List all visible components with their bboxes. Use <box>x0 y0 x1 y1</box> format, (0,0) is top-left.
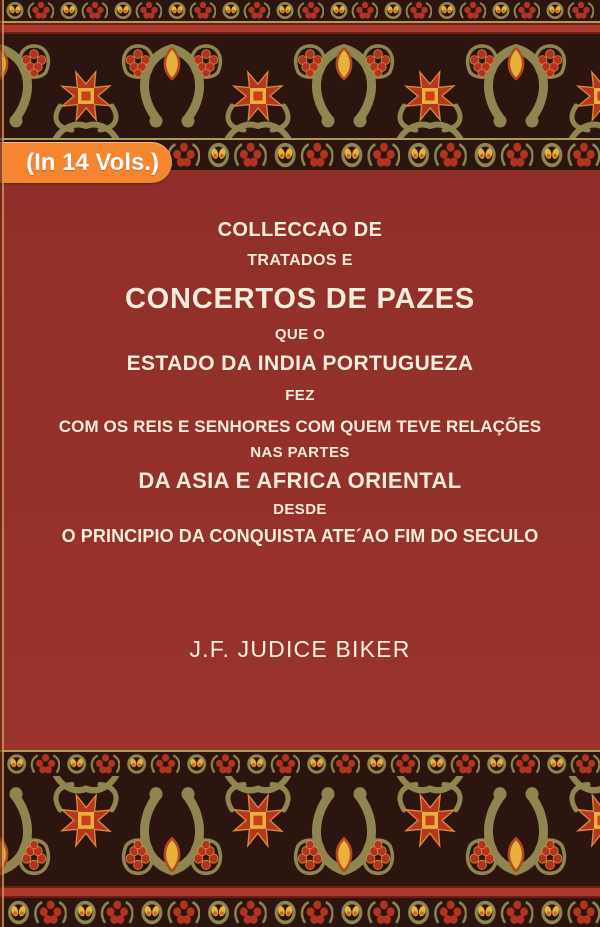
title-line-8: NAS PARTES <box>250 444 350 461</box>
floral-scroll-pattern <box>0 898 600 927</box>
border-red-stripe-bottom <box>0 886 600 898</box>
volume-badge <box>0 142 172 183</box>
spine-highlight <box>2 0 4 927</box>
border-band-bottom-large <box>0 776 600 886</box>
volume-badge-label: (In 14 Vols.) <box>26 148 159 176</box>
border-band-top-large <box>0 34 600 138</box>
border-strip-bottom-inner <box>0 752 600 776</box>
floral-scroll-pattern <box>0 752 600 776</box>
title-line-4: QUE O <box>274 326 326 343</box>
author-name: J.F. JUDICE BIKER <box>189 636 411 662</box>
floral-lotus-pattern <box>0 34 600 138</box>
title-line-7: COM OS REIS E SENHORES COM QUEM TEVE RELAÇÕES <box>58 417 542 436</box>
floral-scroll-pattern <box>0 0 600 21</box>
border-strip-top-outer <box>0 0 600 21</box>
border-red-stripe-top <box>0 23 600 34</box>
title-line-6: FEZ <box>285 387 315 404</box>
title-line-3: CONCERTOS DE PAZES <box>124 283 476 315</box>
title-line-5: ESTADO DA INDIA PORTUGUEZA <box>126 352 474 375</box>
title-line-9: DA ASIA E AFRICA ORIENTAL <box>138 468 462 493</box>
border-strip-bottom-outer <box>0 898 600 927</box>
title-line-2: TRATADOS E <box>247 252 353 269</box>
floral-lotus-pattern <box>0 776 600 886</box>
title-line-11: O PRINCIPIO DA CONQUISTA ATE´AO FIM DO SECULO <box>61 526 539 546</box>
title-line-1: COLLECCAO DE <box>217 219 383 241</box>
title-line-10: DESDE <box>273 501 327 518</box>
